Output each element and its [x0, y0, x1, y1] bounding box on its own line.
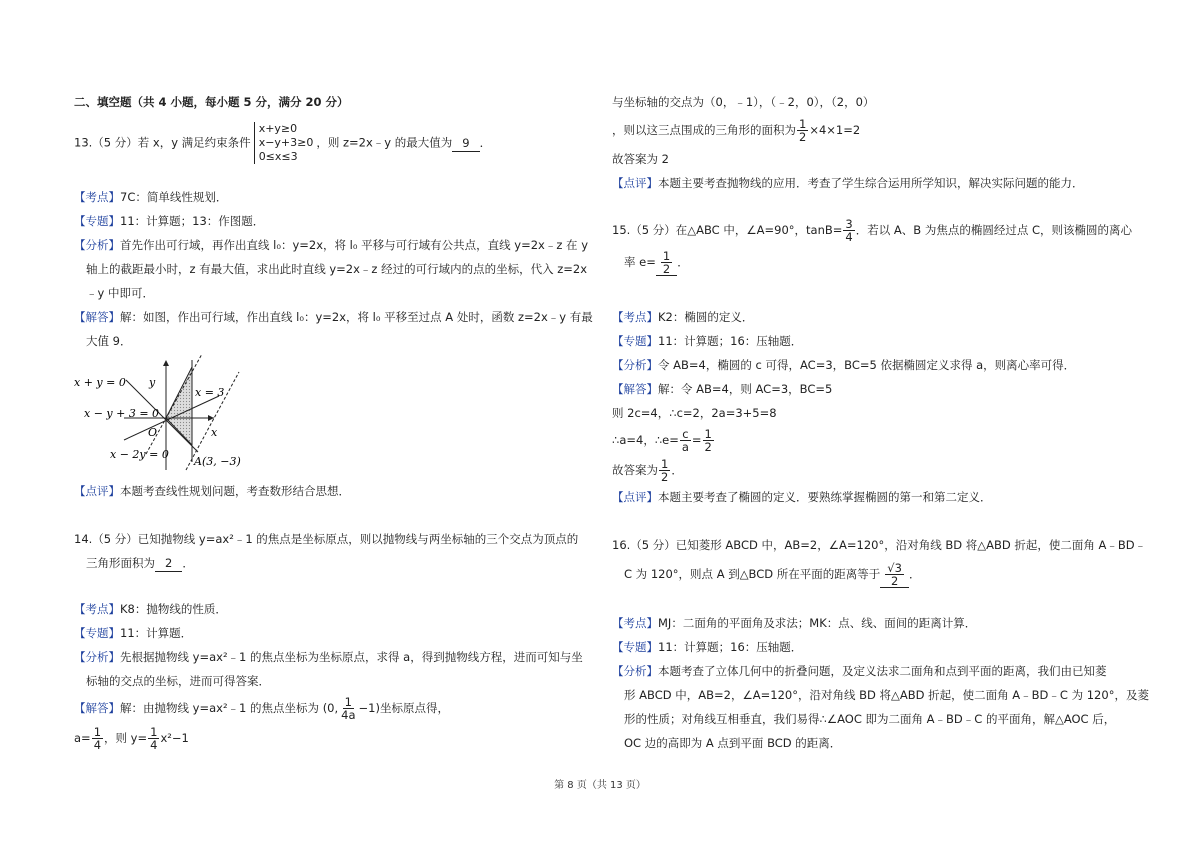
label-x: x	[211, 426, 218, 439]
q13-fenxi: 【分析】首先作出可行域，再作出直线 l₀：y=2x，将 l₀ 平移与可行域有公共点，直线 y=2x﹣z 在 y	[74, 238, 589, 252]
q16-fenxi-3: 形的性质；对角线互相垂直，我们易得∴∠AOC 即为二面角 A﹣BD﹣C 的平面角，解△AOC 后，	[624, 712, 1116, 726]
q16-answer: $\frac{√3}{2}$	[880, 562, 909, 588]
q13-dianping: 【点评】本题考查线性规划问题，考查数形结合思想．	[74, 484, 350, 498]
q14-stem-2: 三角形面积为 2 ．	[86, 556, 194, 570]
q15-answer-line: 故答案为 $\frac{1}{2}$ ．	[612, 457, 683, 484]
label-x-minus-2y: x − 2y = 0	[110, 448, 169, 461]
q15-fenxi: 【分析】令 AB=4，椭圆的 c 可得，AC=3，BC=5 依据椭圆定义求得 a，则离心率可得．	[612, 358, 1076, 372]
q13-jieda-2: 大值 9．	[86, 334, 132, 348]
label-x-minus-y-plus-3: x − y + 3 = 0	[84, 407, 160, 420]
q16-fenxi-2: 形 ABCD 中，AB=2，∠A=120°，沿对角线 BD 将△ABD 折起，使二面角 A﹣BD﹣C 为 120°，及菱	[624, 688, 1149, 702]
constraint-system: x+y≥0 x−y+3≥0 0≤x≤3	[254, 122, 314, 164]
q16-kaodian: 【考点】MJ：二面角的平面角及求法；MK：点、线、面间的距离计算．	[612, 616, 977, 630]
q13-kaodian: 【考点】7C：简单线性规划．	[74, 190, 228, 204]
q15-dianping: 【点评】本题主要考查了椭圆的定义．要熟练掌握椭圆的第一和第二定义．	[612, 490, 992, 504]
q15-step1: 则 2c=4，∴c=2，2a=3+5=8	[612, 406, 777, 420]
label-y: y	[149, 376, 156, 389]
q13-answer: 9	[452, 136, 479, 152]
q13-zhuanti: 【专题】11：计算题；13：作图题．	[74, 214, 265, 228]
label-origin: O	[148, 426, 158, 439]
q16-stem-2: C 为 120°，则点 A 到△BCD 所在平面的距离等于 $\frac{√3}{2}$ ．	[624, 561, 921, 588]
q15-kaodian: 【考点】K2：椭圆的定义．	[612, 310, 754, 324]
q15-stem-1: 15.（5 分）在△ABC 中，∠A=90°，tanB= $\frac{3}{4}$ ．若以 A、B 为焦点的椭圆经过点 C，则该椭圆的离心	[612, 217, 1133, 244]
q15-zhuanti: 【专题】11：计算题；16：压轴题．	[612, 334, 803, 348]
feasible-region-figure	[74, 352, 264, 477]
q15-step2: ∴a=4，∴e= $\frac{c}{a}$ = $\frac{1}{2}$	[612, 427, 712, 454]
q14-kaodian: 【考点】K8：抛物线的性质．	[74, 602, 227, 616]
q14-cont-1: 与坐标轴的交点为（0，﹣1），（﹣2，0），（2，0）	[612, 95, 875, 109]
y-axis-arrow	[163, 360, 169, 366]
label-x-eq-3: x = 3	[195, 386, 225, 399]
q13-fenxi-2: 轴上的截距最小时，z 有最大值，求出此时直线 y=2x﹣z 经过的可行域内的点的坐标，代入 z=2x	[86, 262, 588, 276]
q13-stem: 13.（5 分）若 x，y 满足约束条件 x+y≥0 x−y+3≥0 0≤x≤3 ，则 z=2x﹣y 的最大值为 9 ．	[74, 122, 492, 163]
q14-a-value: a= $\frac{1}{4}$ ，则 y= $\frac{1}{4}$ x²−1	[74, 725, 189, 752]
q13-fenxi-3: ﹣y 中即可．	[86, 286, 154, 300]
q16-zhuanti: 【专题】11：计算题；16：压轴题．	[612, 640, 803, 654]
q14-answer: 2	[155, 556, 182, 572]
line-x-minus-y-plus-3	[146, 354, 202, 454]
q14-cont-3: 故答案为 2	[612, 152, 669, 166]
q14-fenxi-2: 标轴的交点的坐标，进而可得答案．	[86, 674, 270, 688]
q13-jieda: 【解答】解：如图，作出可行域，作出直线 l₀：y=2x，将 l₀ 平移至过点 A 处时，函数 z=2x﹣y 有最	[74, 310, 593, 324]
q16-stem-1: 16.（5 分）已知菱形 ABCD 中，AB=2，∠A=120°，沿对角线 BD 将△ABD 折起，使二面角 A﹣BD﹣	[612, 538, 1147, 552]
q15-jieda: 【解答】解：令 AB=4，则 AC=3，BC=5	[612, 382, 833, 396]
q14-cont-2: ，则以这三点围成的三角形的面积为 $\frac{1}{2}$ ×4×1=2	[612, 117, 861, 144]
q14-zhuanti: 【专题】11：计算题．	[74, 626, 193, 640]
q14-jieda: 【解答】解：由抛物线 y=ax²﹣1 的焦点坐标为 (0, $\frac{1}{4a}$ −1)坐标原点得，	[74, 695, 449, 722]
label-x-plus-y: x + y = 0	[74, 376, 126, 389]
q14-stem-1: 14.（5 分）已知抛物线 y=ax²﹣1 的焦点是坐标原点，则以抛物线与两坐标轴的三个交点为顶点的	[74, 532, 579, 546]
page-footer: 第 8 页（共 13 页）	[554, 780, 646, 791]
q15-stem-2: 率 e= $\frac{1}{2}$ ．	[624, 249, 689, 276]
q16-fenxi-4: OC 边的高即为 A 点到平面 BCD 的距离．	[624, 736, 842, 750]
q15-answer: $\frac{1}{2}$	[656, 250, 677, 276]
label-point-a: A(3, −3)	[194, 455, 241, 468]
q14-fenxi: 【分析】先根据抛物线 y=ax²﹣1 的焦点坐标为坐标原点，求得 a，得到抛物线方程，进而可知与坐	[74, 650, 583, 664]
q14-dianping: 【点评】本题主要考查抛物线的应用．考查了学生综合运用所学知识，解决实际问题的能力．	[612, 176, 1084, 190]
section-title: 二、填空题（共 4 小题，每小题 5 分，满分 20 分）	[74, 95, 349, 109]
q16-fenxi: 【分析】本题考查了立体几何中的折叠问题，及定义法求二面角和点到平面的距离，我们由已知菱	[612, 664, 1107, 678]
